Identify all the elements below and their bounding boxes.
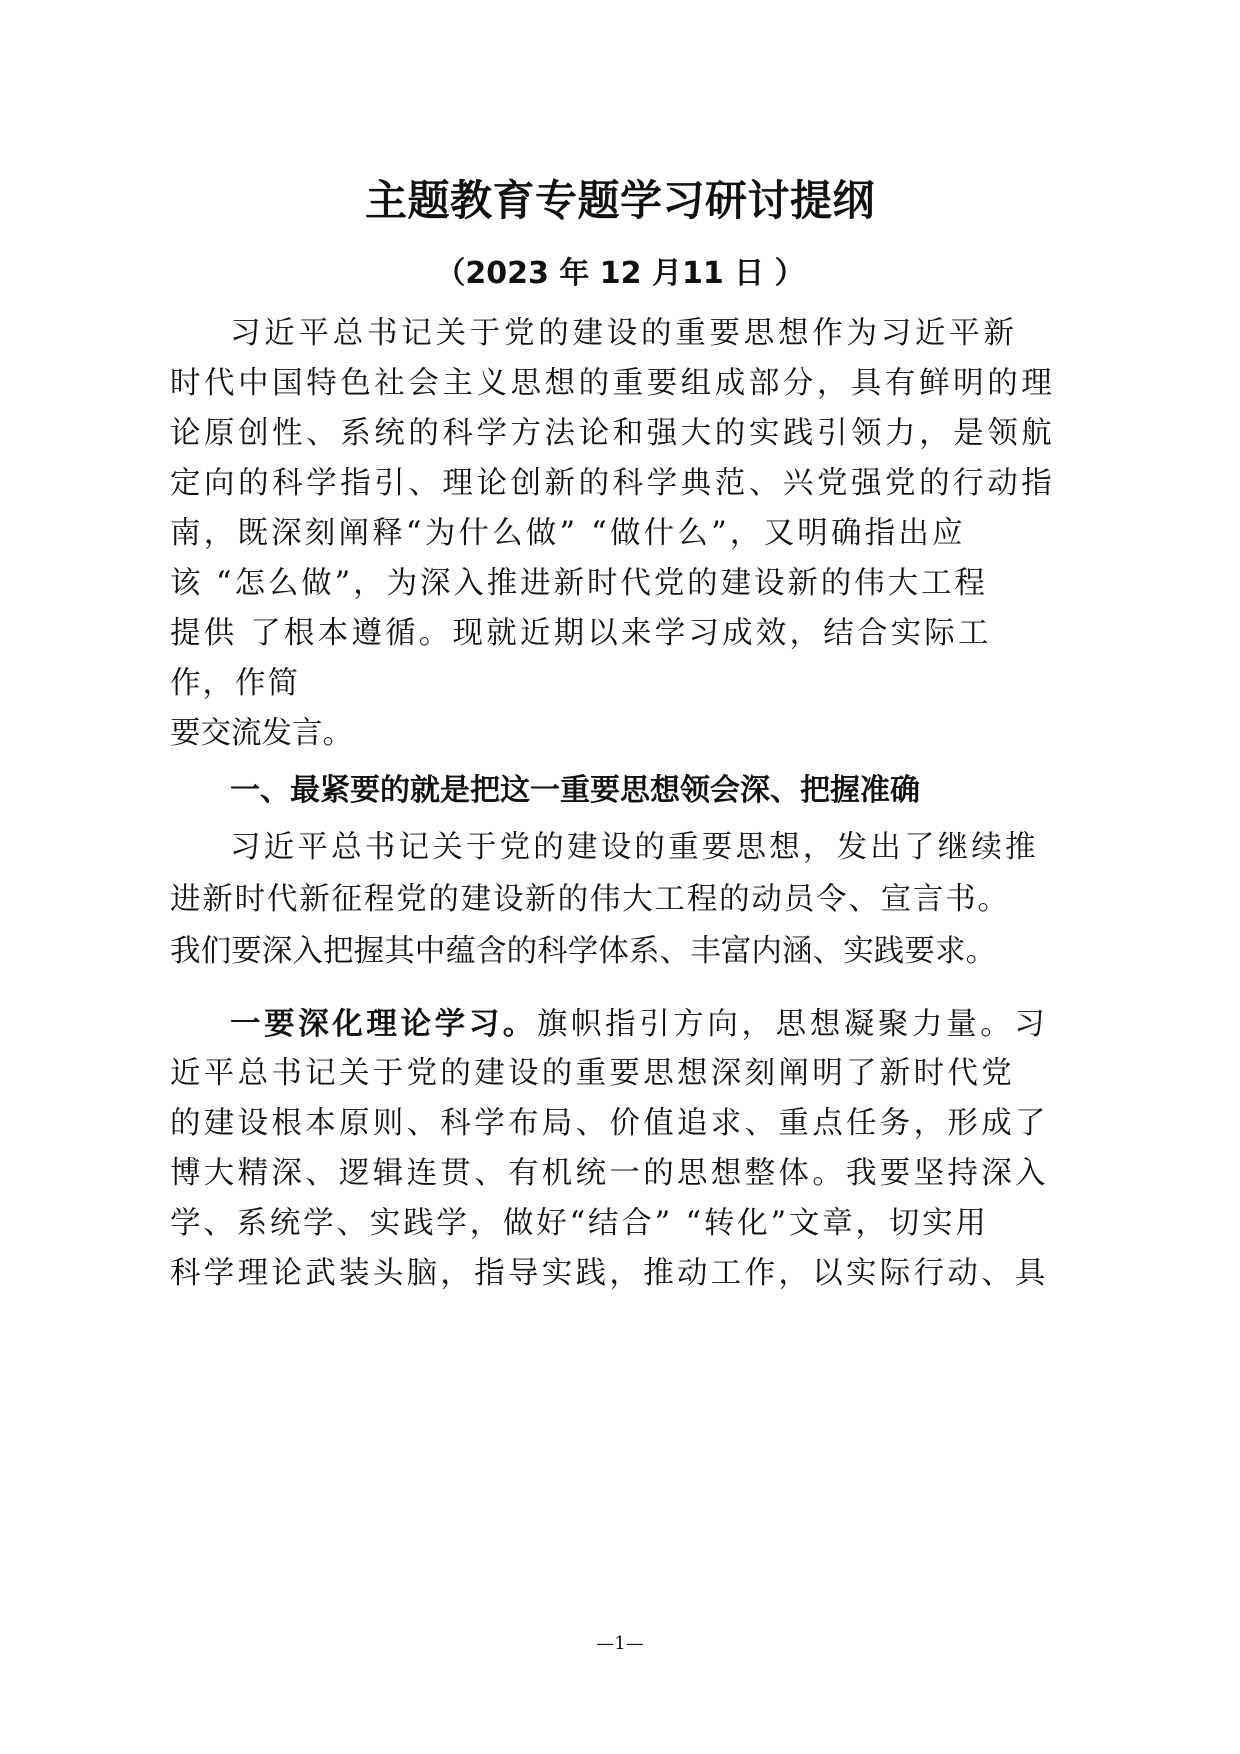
paragraph-1-line-4: 定向的科学指引、理论创新的科学典范、兴党强党的行动指	[170, 466, 1056, 501]
section-1-heading: 一、最紧要的就是把这一重要思想领会深、把握准确	[230, 773, 920, 808]
paragraph-1-line-9: 要交流发言。	[170, 716, 353, 751]
paragraph-3-leadin: 一要深化理论学习。	[230, 1006, 537, 1042]
paragraph-1-line-1: 习近平总书记关于党的建设的重要思想作为习近平新	[230, 316, 1018, 351]
paragraph-1-line-3: 论原创性、系统的科学方法论和强大的实践引领力，是领航	[170, 416, 1056, 451]
paragraph-1-line-8: 作，作简	[170, 666, 300, 701]
page-number: —1—	[596, 1633, 644, 1654]
paragraph-2-line-2: 进新时代新征程党的建设新的伟大工程的动员令、宣言书。	[170, 882, 1010, 917]
paragraph-3-line-5: 学、系统学、实践学，做好“结合” “转化”文章，切实用	[170, 1206, 989, 1241]
paragraph-3-line-1-text: 旗帜指引方向，思想凝聚力量。习	[536, 1007, 1049, 1042]
document-title: 主题教育专题学习研讨提纲	[364, 176, 875, 225]
paragraph-1-line-7: 提供 了根本遵循。现就近期以来学习成效，结合实际工	[170, 616, 992, 651]
paragraph-1-line-6: 该 “怎么做”，为深入推进新时代党的建设新的伟大工程	[170, 566, 988, 601]
paragraph-2-line-3: 我们要深入把握其中蕴含的科学体系、丰富内涵、实践要求。	[170, 934, 997, 969]
paragraph-1-line-5: 南，既深刻阐释“为什么做” “做什么”，又明确指出应	[170, 516, 966, 551]
paragraph-3-line-6: 科学理论武装头脑，指导实践，推动工作，以实际行动、具	[170, 1256, 1049, 1291]
paragraph-3-line-3: 的建设根本原则、科学布局、价值追求、重点任务，形成了	[170, 1106, 1049, 1141]
document-date: （2023 年 12 月11 日 ）	[435, 256, 805, 291]
paragraph-2-line-1: 习近平总书记关于党的建设的重要思想，发出了继续推	[230, 830, 1039, 865]
paragraph-1-line-2: 时代中国特色社会主义思想的重要组成部分，具有鲜明的理	[170, 366, 1056, 401]
paragraph-3-line-4: 博大精深、逻辑连贯、有机统一的思想整体。我要坚持深入	[170, 1156, 1049, 1191]
paragraph-3-line-2: 近平总书记关于党的建设的重要思想深刻阐明了新时代党	[170, 1056, 1015, 1091]
paragraph-3-line-1	[230, 996, 1049, 1052]
